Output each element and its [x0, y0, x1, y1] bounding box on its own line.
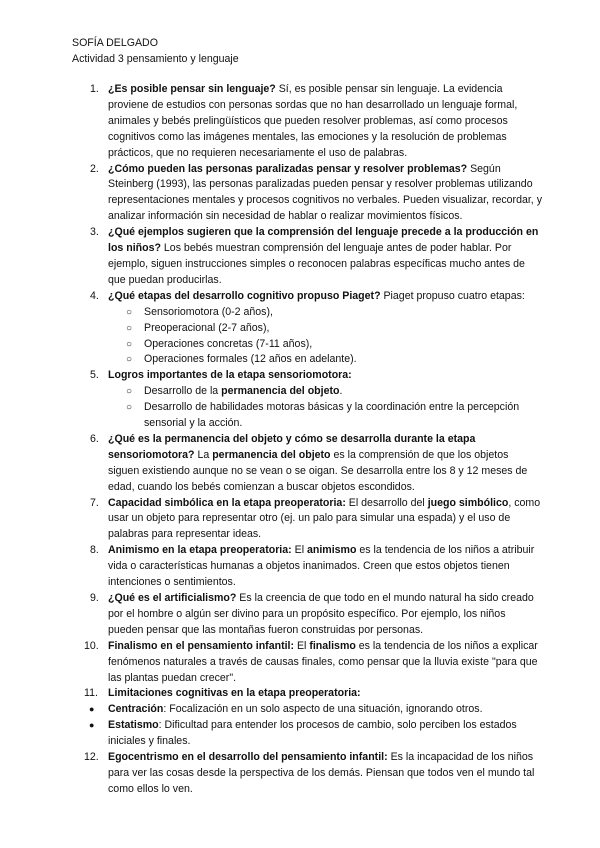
author-name: SOFÍA DELGADO [72, 37, 158, 49]
list-item: 10. Finalismo en el pensamiento infantil: El finalismo es la tendencia de los niños a explicar fenómenos naturales a través de causas finales, como pensar que la lluvia existe "para que las plantas puedan crecer". [84, 639, 538, 684]
list-item: 9. ¿Qué es el artificialismo? Es la creencia de que todo en el mundo natural ha sido creado por el hombre o algún ser divino para un propósito específico. Por ejemplo, los niños pueden pensar que las montañas fueron construidas por personas. [90, 592, 534, 636]
dot-bullet-icon: ● [89, 720, 95, 731]
question: ¿Qué ejemplos sugieren que la comprensión del lenguaje precede a la producción en los niños? [108, 226, 539, 255]
answer: Es la creencia de que todo en el mundo natural ha sido creado por el hombre o algún ser divino para un propósito específico. Por ejemplo, los niños pueden pensar que las montañas fueron construidas por personas. [108, 592, 534, 636]
dot-bullet-icon: ● [89, 704, 95, 715]
sub-item: ○ Operaciones formales (12 años en adelante). [72, 352, 542, 368]
question: ¿Qué etapas del desarrollo cognitivo propuso Piaget? [108, 289, 381, 302]
circle-bullet-icon: ○ [126, 354, 133, 366]
question: ¿Qué es el artificialismo? [108, 592, 237, 604]
question: Limitaciones cognitivas en la etapa preoperatoria: [108, 687, 361, 700]
question: ¿Cómo pueden las personas paralizadas pensar y resolver problemas? [108, 162, 468, 175]
list-item: 2. ¿Cómo pueden las personas paralizadas pensar y resolver problemas? Según Steinberg (1993), las personas paralizadas pueden pensar y resolver problemas utilizando representaciones mentales y procesos cognitivos no verbales. Pueden visualizar, recordar, y analizar información sin necesidad de hablar o realizar movimientos físicos. [90, 162, 542, 223]
question: Finalismo en el pensamiento infantil: [108, 639, 295, 652]
answer: Los bebés muestran comprensión del lenguaje antes de poder hablar. Por ejemplo, siguen instrucciones simples o reconocen palabras específicas mucho antes de que puedan producirlas. [108, 242, 525, 286]
question-list [72, 82, 542, 798]
list-item: 4. ¿Qué etapas del desarrollo cognitivo propuso Piaget? Piaget propuso cuatro etapas: ○ Sensoriomotora (0-2 años), ○ Preoperacional (2-7 años), ○ Operaciones concretas (7-11 años), ○ Operaciones formales (12 años en adelante). [72, 289, 542, 369]
list-item: 7. Capacidad simbólica en la etapa preoperatoria: El desarrollo del juego simbólico, como usar un objeto para representar otro (ej. un palo para simular una espada) y el uso de palabras para representar ideas. [90, 496, 541, 541]
list-item: 3. ¿Qué ejemplos sugieren que la comprensión del lenguaje precede a la producción en los niños? Los bebés muestran comprensión del lenguaje antes de poder hablar. Por ejemplo, siguen instrucciones simples o reconocen palabras específicas mucho antes de que puedan producirlas. [90, 226, 539, 286]
question: Capacidad simbólica en la etapa preoperatoria: [108, 496, 346, 509]
circle-bullet-icon: ○ [126, 402, 133, 414]
bullet-item: ● Estatismo: Dificultad para entender los procesos de cambio, solo perciben los estados iniciales y finales. [89, 719, 517, 748]
sub-item: ○ Sensoriomotora (0-2 años), [72, 305, 542, 321]
list-item: 1. ¿Es posible pensar sin lenguaje? Sí, es posible pensar sin lenguaje. La evidencia proviene de estudios con personas sordas que no han desarrollado un lenguaje formal, animales y bebés prelingüísticos que pueden resolver problemas, así como procesos cognitivos como las imágenes mentales, las emociones y la resolución de problemas prácticos, que no requieren necesariamente el uso de palabras. [90, 83, 518, 159]
question: Egocentrismo en el desarrollo del pensamiento infantil: [108, 751, 388, 764]
list-item: 11. Limitaciones cognitivas en la etapa preoperatoria: [84, 687, 361, 700]
list-item: 6. ¿Qué es la permanencia del objeto y cómo se desarrolla durante la etapa sensoriomotora? La permanencia del objeto es la comprensión de que los objetos siguen existiendo aunque no se vean o se oigan. Se desarrolla entre los 8 y 12 meses de edad, cuando los bebés comienzan a buscar objetos escondidos. [90, 432, 528, 493]
list-item: 8. Animismo en la etapa preoperatoria: El animismo es la tendencia de los niños a atribuir vida o características humanas a objetos inanimados. Creen que estos objetos tienen intenciones o sentimientos. [90, 544, 535, 589]
sub-item: ○ Preoperacional (2-7 años), [72, 321, 542, 337]
sub-item: ○ Desarrollo de habilidades motoras básicas y la coordinación entre la percepción sensorial y la acción. [126, 401, 520, 430]
circle-bullet-icon: ○ [126, 386, 133, 398]
answer: Es la incapacidad de los niños para ver las cosas desde la perspectiva de los demás. Piensan que todos ven el mundo tal como ellos lo ven. [108, 751, 535, 795]
circle-bullet-icon: ○ [126, 322, 133, 334]
question: Logros importantes de la etapa sensoriomotora: [108, 369, 352, 382]
answer: Según Steinberg (1993), las personas paralizadas pueden pensar y resolver problemas utilizando representaciones mentales y procesos cognitivos no verbales. Pueden visualizar, recordar, y analizar información sin necesidad de hablar o realizar movimientos físicos. [108, 162, 542, 223]
question: Animismo en la etapa preoperatoria: [108, 544, 292, 557]
answer: Sí, es posible pensar sin lenguaje. La evidencia proviene de estudios con personas sordas que no han desarrollado un lenguaje formal, animales y bebés prelingüísticos que pueden resolver problemas, así como procesos cognitivos como las imágenes mentales, las emociones y la resolución de problemas prácticos, que no requieren necesariamente el uso de palabras. [108, 83, 518, 159]
circle-bullet-icon: ○ [126, 306, 133, 318]
sub-item: ○ Desarrollo de la permanencia del objeto. [72, 384, 542, 400]
sub-item: ○ Operaciones concretas (7-11 años), [72, 337, 542, 353]
circle-bullet-icon: ○ [126, 338, 133, 350]
question: ¿Es posible pensar sin lenguaje? [108, 83, 276, 95]
list-item: 5. Logros importantes de la etapa sensoriomotora: ○ Desarrollo de la permanencia del objeto. ○ Desarrollo de habilidades motoras básicas y la coordinación entre la percepción sensorial y la acción. [72, 368, 542, 432]
answer: Piaget propuso cuatro etapas: [380, 289, 525, 302]
bullet-item: ● Centración: Focalización en un solo aspecto de una situación, ignorando otros. [72, 702, 542, 718]
question: ¿Qué es la permanencia del objeto y cómo se desarrolla durante la etapa sensoriomotora? [108, 432, 476, 461]
document-header [72, 35, 239, 67]
activity-title: Actividad 3 pensamiento y lenguaje [72, 53, 239, 65]
list-item: 12. Egocentrismo en el desarrollo del pensamiento infantil: Es la incapacidad de los niños para ver las cosas desde la perspectiva de los demás. Piensan que todos ven el mundo tal como ellos lo ven. [84, 751, 535, 795]
